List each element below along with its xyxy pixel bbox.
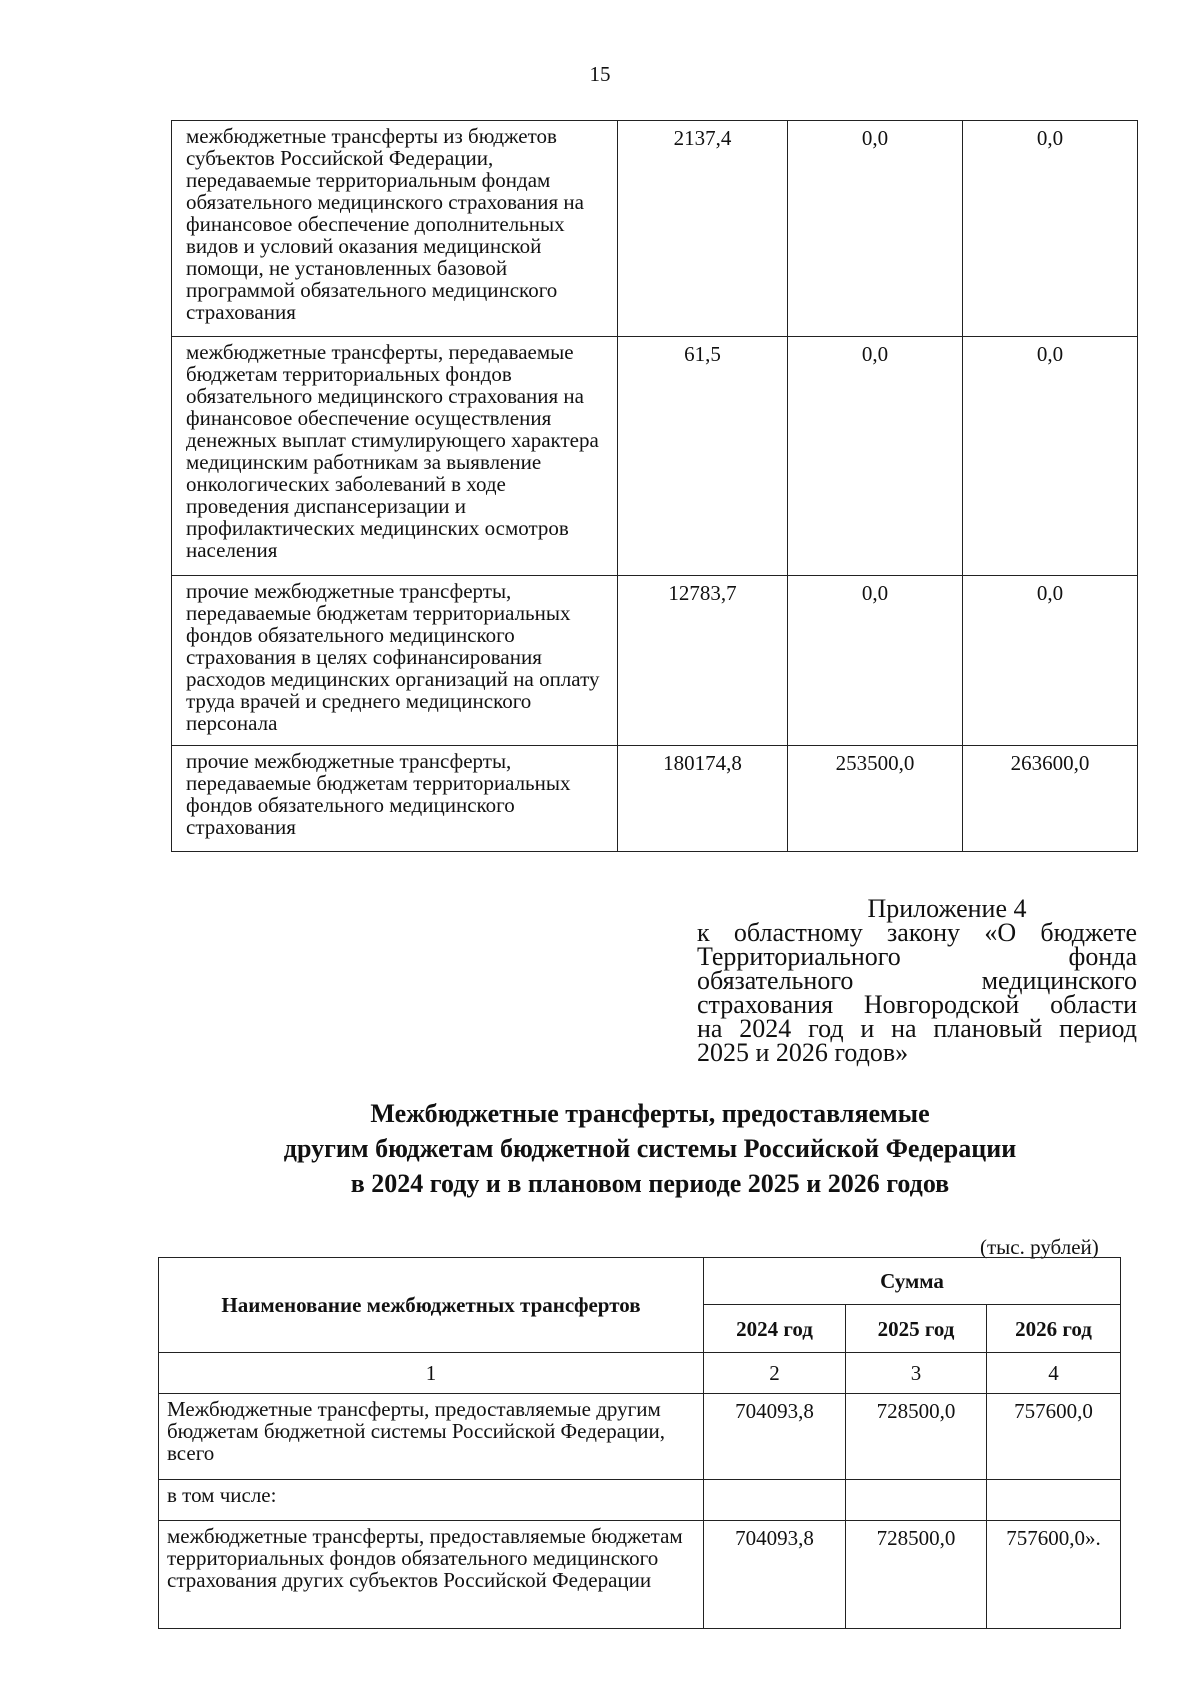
document-title-line: другим бюджетам бюджетной системы Российской Федерации bbox=[283, 1134, 1017, 1163]
table-row bbox=[159, 1480, 1121, 1521]
appendix-line: Территориального фонда bbox=[697, 942, 1137, 971]
value-2026-cell bbox=[987, 1480, 1121, 1521]
value-2026-cell: 263600,0 bbox=[963, 746, 1138, 852]
appendix-line: на 2024 год и на плановый период bbox=[697, 1014, 1137, 1043]
continued-transfers-table bbox=[171, 120, 1138, 852]
value-2025-cell: 728500,0 bbox=[846, 1521, 987, 1629]
value-2024-cell bbox=[704, 1480, 846, 1521]
table-row bbox=[172, 746, 1138, 852]
page-number: 15 bbox=[589, 62, 611, 86]
column-number: 4 bbox=[987, 1353, 1121, 1394]
value-2024-cell: 180174,8 bbox=[618, 746, 788, 852]
column-number: 2 bbox=[704, 1353, 846, 1394]
value-2025-cell: 0,0 bbox=[788, 576, 963, 746]
appendix-header bbox=[697, 894, 1137, 1067]
transfer-name-cell: межбюджетные трансферты из бюджетов субъектов Российской Федерации, передаваемые территориальным фондам обязательного медицинского страхования на финансовое обеспечение дополнительных видов и условий оказания медицинской помощи, не установленных базовой программой обязательного медицинского страхования bbox=[172, 121, 618, 337]
appendix-line: обязательного медицинского bbox=[697, 966, 1137, 995]
column-header-2026: 2026 год bbox=[987, 1305, 1121, 1353]
table-row bbox=[172, 576, 1138, 746]
appendix-title: Приложение 4 bbox=[867, 894, 1027, 923]
value-2026-cell: 0,0 bbox=[963, 576, 1138, 746]
column-header-name: Наименование межбюджетных трансфертов bbox=[159, 1258, 704, 1353]
transfer-name-cell: межбюджетные трансферты, передаваемые бюджетам территориальных фондов обязательного медицинского страхования на финансовое обеспечение осуществления денежных выплат стимулирующего характера медицинским работникам за выявление онкологических заболеваний в ходе проведения диспансеризации и профилактических медицинских осмотров населения bbox=[172, 337, 618, 576]
column-number-row bbox=[159, 1353, 1121, 1394]
value-2026-cell: 0,0 bbox=[963, 337, 1138, 576]
column-header-sum: Сумма bbox=[704, 1258, 1121, 1305]
table-row bbox=[172, 121, 1138, 337]
column-number: 3 bbox=[846, 1353, 987, 1394]
document-title-line: в 2024 году и в плановом периоде 2025 и 2026 годов bbox=[350, 1169, 950, 1198]
transfer-name-cell: прочие межбюджетные трансферты, передаваемые бюджетам территориальных фондов обязательного медицинского страхования bbox=[172, 746, 618, 852]
column-number: 1 bbox=[159, 1353, 704, 1394]
transfers-table bbox=[158, 1257, 1121, 1629]
transfer-name-cell: Межбюджетные трансферты, предоставляемые другим бюджетам бюджетной системы Российской Федерации, всего bbox=[159, 1394, 704, 1480]
document-title bbox=[150, 1096, 1150, 1201]
appendix-line: к областному закону «О бюджете bbox=[697, 918, 1137, 947]
transfer-name-cell: межбюджетные трансферты, предоставляемые бюджетам территориальных фондов обязательного медицинского страхования других субъектов Российской Федерации bbox=[159, 1521, 704, 1629]
document-title-line: Межбюджетные трансферты, предоставляемые bbox=[370, 1099, 930, 1128]
value-2024-cell: 61,5 bbox=[618, 337, 788, 576]
table-row bbox=[172, 337, 1138, 576]
value-2026-cell: 757600,0 bbox=[987, 1394, 1121, 1480]
column-header-2025: 2025 год bbox=[846, 1305, 987, 1353]
value-2026-cell: 757600,0». bbox=[987, 1521, 1121, 1629]
value-2024-cell: 2137,4 bbox=[618, 121, 788, 337]
appendix-line: страхования Новгородской области bbox=[697, 990, 1137, 1019]
value-2024-cell: 12783,7 bbox=[618, 576, 788, 746]
value-2025-cell: 0,0 bbox=[788, 121, 963, 337]
table-header-row bbox=[159, 1258, 1121, 1305]
value-2025-cell: 728500,0 bbox=[846, 1394, 987, 1480]
column-header-2024: 2024 год bbox=[704, 1305, 846, 1353]
table-row bbox=[159, 1521, 1121, 1629]
table-row bbox=[159, 1394, 1121, 1480]
transfer-name-cell: прочие межбюджетные трансферты, передаваемые бюджетам территориальных фондов обязательного медицинского страхования в целях софинансирования расходов медицинских организаций на оплату труда врачей и среднего медицинского персонала bbox=[172, 576, 618, 746]
value-2025-cell: 253500,0 bbox=[788, 746, 963, 852]
appendix-line: 2025 и 2026 годов» bbox=[697, 1038, 909, 1067]
transfer-name-cell: в том числе: bbox=[159, 1480, 704, 1521]
value-2025-cell bbox=[846, 1480, 987, 1521]
units-label: (тыс. рублей) bbox=[980, 1235, 1099, 1259]
value-2024-cell: 704093,8 bbox=[704, 1394, 846, 1480]
value-2024-cell: 704093,8 bbox=[704, 1521, 846, 1629]
value-2026-cell: 0,0 bbox=[963, 121, 1138, 337]
value-2025-cell: 0,0 bbox=[788, 337, 963, 576]
